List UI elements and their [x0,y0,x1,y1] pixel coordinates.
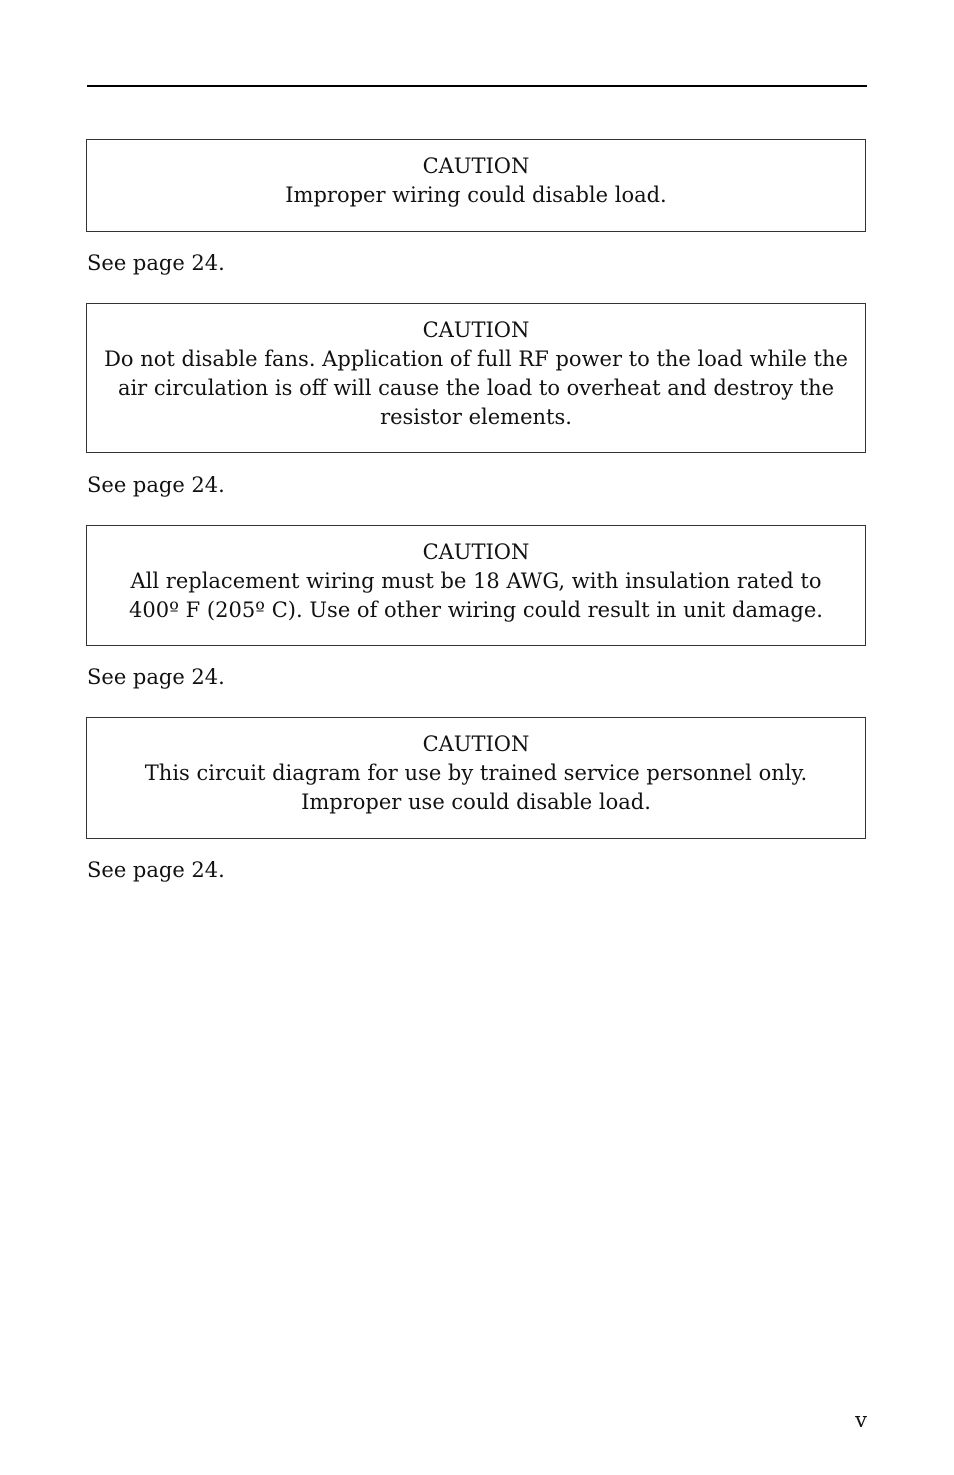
caution-text: This circuit diagram for use by trained service personnel only. Improper use could disable load. [144,761,808,814]
caution-text: Improper wiring could disable load. [285,183,667,207]
caution-text: All replacement wiring must be 18 AWG, with insulation rated to 400º F (205º C). Use of other wiring could result in unit damage. [129,569,823,622]
caution-box-circuit-diagram [86,717,866,839]
caution-text: Do not disable fans. Application of full RF power to the load while the air circulation is off will cause the load to overheat and destroy the resistor elements. [104,347,848,429]
page-reference: See page 24. [87,858,225,882]
page-reference: See page 24. [87,665,225,689]
caution-title: CAUTION [422,540,530,564]
page-reference: See page 24. [87,251,225,275]
caution-box-fans [86,303,866,453]
header-rule [87,85,867,87]
caution-title: CAUTION [422,318,530,342]
page-reference: See page 24. [87,473,225,497]
caution-box-wiring [86,139,866,232]
caution-title: CAUTION [422,732,530,756]
page-number: v [855,1408,867,1432]
caution-title: CAUTION [422,154,530,178]
caution-box-replacement-wiring [86,525,866,646]
